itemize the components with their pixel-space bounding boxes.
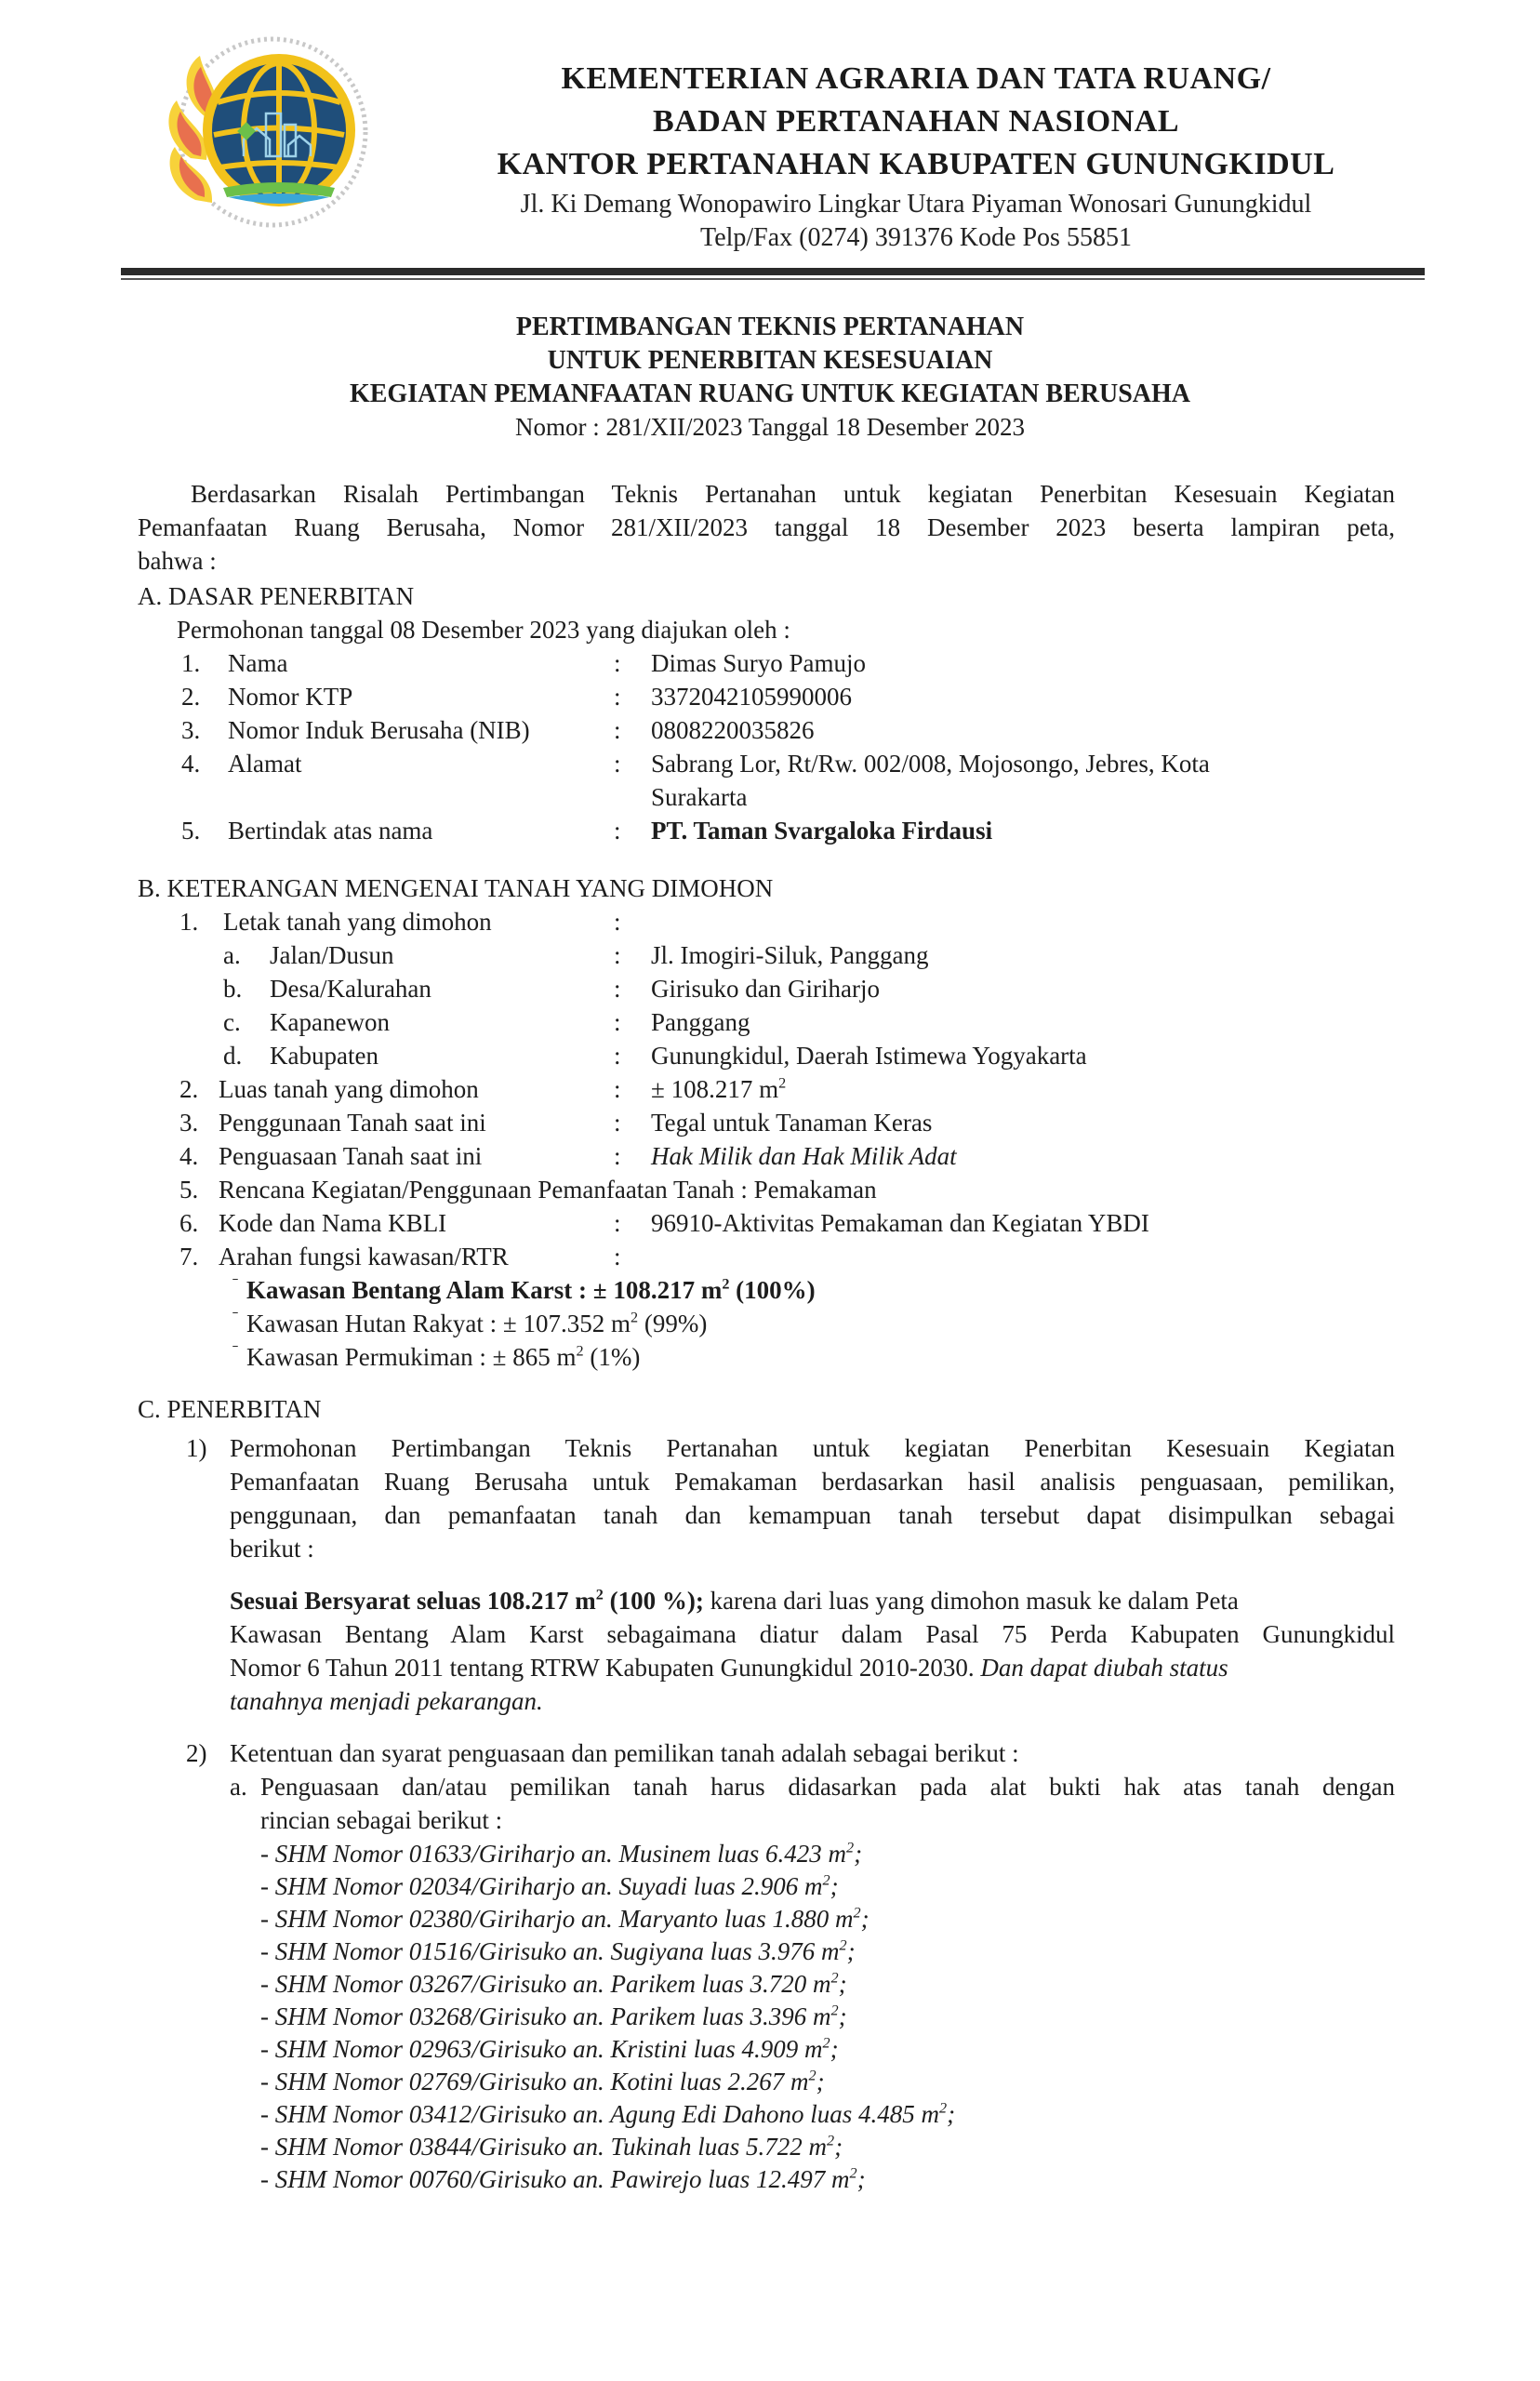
certificate-item: - SHM Nomor 00760/Girisuko an. Pawirejo luas 12.497 $m^2$; — [260, 2164, 866, 2193]
field-value: 0808220035826 — [651, 716, 815, 744]
intro-line-3: bahwa : — [138, 547, 217, 575]
field-label: Nomor Induk Berusaha (NIB) — [228, 716, 530, 744]
header-divider-thin — [121, 278, 1425, 280]
conclusion-line-2: Kawasan Bentang Alam Karst sebagaimana diatur dalam Pasal 75 Perda Kabupaten Gunungkidul — [230, 1620, 1395, 1648]
header-divider — [121, 268, 1425, 275]
field-label: Nomor KTP — [228, 683, 353, 711]
certificate-item: - SHM Nomor 02769/Girisuko an. Kotini luas 2.267 $m^2$; — [260, 2067, 825, 2095]
certificate-item: - SHM Nomor 02034/Giriharjo an. Suyadi luas 2.906 $m^2$; — [260, 1871, 839, 1900]
certificate-item: - SHM Nomor 03267/Girisuko an. Parikem luas 3.720 $m^2$; — [260, 1969, 847, 1998]
intro-line-2: Pemanfaatan Ruang Berusaha, Nomor 281/XII/2023 tanggal 18 Desember 2023 beserta lampiran peta, — [138, 513, 1395, 541]
certificate-item: - SHM Nomor 03412/Girisuko an. Agung Edi Dahono luas 4.485 $m^2$; — [260, 2099, 956, 2128]
conclusion-line-4: tanahnya menjadi pekarangan. — [230, 1687, 543, 1715]
bullet-icon: ˉ — [232, 1274, 238, 1293]
bpn-logo-icon — [149, 28, 372, 233]
field-value: 3372042105990006 — [651, 683, 852, 711]
bullet-icon: ˉ — [232, 1308, 238, 1326]
certificate-item: - SHM Nomor 02380/Giriharjo an. Maryanto luas 1.880 $m^2$; — [260, 1904, 870, 1933]
field-label: Bertindak atas nama — [228, 817, 433, 845]
office-address: Jl. Ki Demang Wonopawiro Lingkar Utara Piyaman Wonosari Gunungkidul — [520, 190, 1312, 219]
field-value: Dimas Suryo Pamujo — [651, 649, 867, 677]
conclusion-line-3: Nomor 6 Tahun 2011 tentang RTRW Kabupaten Gunungkidul 2010-2030. Dan dapat diubah status — [230, 1654, 1228, 1682]
field-label: Nama — [228, 649, 288, 677]
field-label: Alamat — [228, 750, 302, 778]
office-name: KANTOR PERTANAHAN KABUPATEN GUNUNGKIDUL — [497, 147, 1335, 181]
bullet-icon: ˉ — [232, 1341, 238, 1360]
section-c-heading: C. PENERBITAN — [138, 1395, 322, 1423]
certificate-item: - SHM Nomor 02963/Girisuko an. Kristini luas 4.909 $m^2$; — [260, 2034, 839, 2063]
conclusion-line-1: Sesuai Bersyarat seluas 108.217 $m^2$ (100 %); karena dari luas yang dimohon masuk ke dalam Peta — [230, 1586, 1239, 1615]
title-line-1: PERTIMBANGAN TEKNIS PERTANAHAN — [515, 313, 1025, 341]
certificate-item: - SHM Nomor 01516/Girisuko an. Sugiyana luas 3.976 $m^2$; — [260, 1936, 856, 1965]
area-value: ± 108.217 $m^2$ — [651, 1074, 787, 1103]
section-b-heading: B. KETERANGAN MENGENAI TANAH YANG DIMOHON — [138, 874, 774, 902]
section-a-lead: Permohonan tanggal 08 Desember 2023 yang diajukan oleh : — [177, 616, 790, 644]
conclusion-status: Sesuai Bersyarat seluas 108.217 $m^2$ (100 %); — [230, 1586, 704, 1615]
section-a-heading: A. DASAR PENERBITAN — [138, 582, 415, 610]
intro-line-1: Berdasarkan Risalah Pertimbangan Teknis Pertanahan untuk kegiatan Penerbitan Kesesuain Kegiatan — [191, 480, 1395, 508]
title-line-2: UNTUK PENERBITAN KESESUAIAN — [547, 346, 993, 375]
title-line-3: KEGIATAN PEMANFAATAN RUANG UNTUK KEGIATAN BERUSAHA — [349, 379, 1191, 408]
field-value-cont: Surakarta — [651, 783, 748, 811]
field-value: Sabrang Lor, Rt/Rw. 002/008, Mojosongo, Jebres, Kota — [651, 750, 1210, 778]
company-name: PT. Taman Svargaloka Firdausi — [651, 817, 993, 845]
document-number: Nomor : 281/XII/2023 Tanggal 18 Desember 2023 — [514, 413, 1025, 441]
agency-name: BADAN PERTANAHAN NASIONAL — [652, 104, 1180, 139]
certificate-item: - SHM Nomor 03268/Girisuko an. Parikem luas 3.396 $m^2$; — [260, 2002, 847, 2030]
certificate-item: - SHM Nomor 01633/Giriharjo an. Musinem luas 6.423 $m^2$; — [260, 1839, 863, 1868]
office-contact: Telp/Fax (0274) 391376 Kode Pos 55851 — [700, 223, 1132, 252]
certificate-item: - SHM Nomor 03844/Girisuko an. Tukinah luas 5.722 $m^2$; — [260, 2132, 843, 2161]
ministry-name: KEMENTERIAN AGRARIA DAN TATA RUANG/ — [561, 61, 1271, 96]
